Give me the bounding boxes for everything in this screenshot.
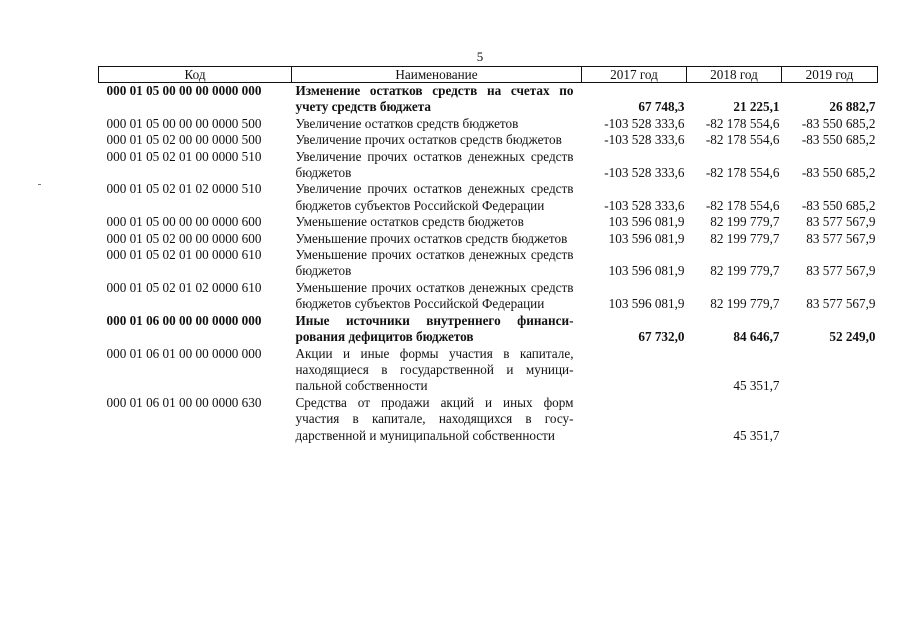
table-row <box>99 132 878 148</box>
table-row <box>99 280 878 313</box>
table-row <box>99 214 878 230</box>
cell-name: Уменьшение прочих остатков средств бюджетов <box>295 230 568 246</box>
cell-2018: -82 178 554,6 <box>705 115 780 131</box>
header-code: Код <box>99 67 292 83</box>
cell-2019: 83 577 567,9 <box>806 263 876 279</box>
cell-2017: -103 528 333,6 <box>604 115 685 131</box>
cell-name: Увеличение остатков средств бюджетов <box>295 115 519 131</box>
cell-2017: -103 528 333,6 <box>604 132 685 148</box>
cell-name: Уменьшение прочих остатков денежных средств бюджетов субъектов Российской Федерации <box>295 279 574 312</box>
cell-code: 000 01 05 00 00 00 0000 000 <box>106 83 262 98</box>
cell-name: Изменение остатков средств на счетах по учету средств бюджета <box>295 83 574 115</box>
cell-code: 000 01 05 00 00 00 0000 500 <box>106 115 262 131</box>
cell-2018: 82 199 779,7 <box>710 230 780 246</box>
cell-2017: -103 528 333,6 <box>604 197 685 213</box>
cell-name: Увеличение прочих остатков средств бюджетов <box>295 132 562 148</box>
cell-code: 000 01 06 00 00 00 0000 000 <box>106 312 262 328</box>
cell-2018: 82 199 779,7 <box>710 296 780 312</box>
cell-2018: -82 178 554,6 <box>705 132 780 148</box>
table-row <box>99 149 878 182</box>
cell-2018: -82 178 554,6 <box>705 197 780 213</box>
cell-2019 <box>782 346 878 395</box>
cell-2019: 83 577 567,9 <box>806 296 876 312</box>
cell-2019: 52 249,0 <box>829 329 876 345</box>
cell-2018: 45 351,7 <box>733 427 780 443</box>
budget-sources-table <box>98 66 878 444</box>
cell-name: Иные источники внутреннего финансирования дефицитов бюджетов <box>295 312 574 345</box>
header-name: Наименование <box>292 67 582 83</box>
cell-2017: 103 596 081,9 <box>608 263 685 279</box>
table-row <box>99 231 878 247</box>
table-row <box>99 181 878 214</box>
table-row <box>99 247 878 280</box>
cell-name: Увеличение прочих остатков денежных средств бюджетов <box>295 148 574 181</box>
cell-name: Средства от продажи акций и иных форм участия в капитале, находящихся в государственной и муниципальной собственности <box>295 394 574 443</box>
cell-name: Акции и иные формы участия в капитале, находящиеся в государственной и муниципальной собственности <box>295 345 574 394</box>
cell-2017: 103 596 081,9 <box>608 214 685 230</box>
cell-2019: -83 550 685,2 <box>801 165 876 181</box>
table-row <box>99 116 878 132</box>
header-2017: 2017 год <box>582 67 687 83</box>
cell-2018: 82 199 779,7 <box>710 214 780 230</box>
header-2019: 2019 год <box>782 67 878 83</box>
cell-2018: 21 225,1 <box>733 99 780 115</box>
table-row <box>99 83 878 116</box>
cell-2019: 26 882,7 <box>829 99 876 115</box>
header-row <box>99 67 878 83</box>
cell-name: Уменьшение остатков средств бюджетов <box>295 214 524 230</box>
table-header <box>99 67 878 83</box>
cell-2017: 103 596 081,9 <box>608 230 685 246</box>
cell-name: Уменьшение прочих остатков денежных средств бюджетов <box>295 247 574 279</box>
cell-2017 <box>582 395 687 444</box>
scan-speck <box>38 184 41 185</box>
cell-code: 000 01 05 02 01 02 0000 610 <box>106 279 262 295</box>
cell-code: 000 01 06 01 00 00 0000 000 <box>106 345 262 361</box>
cell-2019: 83 577 567,9 <box>806 230 876 246</box>
page-number: 5 <box>476 49 484 64</box>
table-body <box>99 83 878 444</box>
cell-2018: -82 178 554,6 <box>705 165 780 181</box>
cell-2019: -83 550 685,2 <box>801 132 876 148</box>
table-row <box>99 346 878 395</box>
cell-2019: -83 550 685,2 <box>801 197 876 213</box>
cell-2017: 103 596 081,9 <box>608 296 685 312</box>
cell-code: 000 01 05 02 01 02 0000 510 <box>106 181 262 197</box>
cell-2018: 84 646,7 <box>733 329 780 345</box>
cell-2017: 67 732,0 <box>638 329 685 345</box>
cell-code: 000 01 05 02 01 00 0000 510 <box>106 148 262 164</box>
header-2018: 2018 год <box>687 67 782 83</box>
table-row <box>99 395 878 444</box>
cell-2017: 67 748,3 <box>638 99 685 115</box>
cell-2019: -83 550 685,2 <box>801 115 876 131</box>
table-row <box>99 313 878 346</box>
cell-2019: 83 577 567,9 <box>806 214 876 230</box>
cell-2017: -103 528 333,6 <box>604 165 685 181</box>
cell-code: 000 01 05 02 00 00 0000 600 <box>106 230 262 246</box>
cell-2018: 82 199 779,7 <box>710 263 780 279</box>
cell-2017 <box>582 346 687 395</box>
cell-code: 000 01 05 00 00 00 0000 600 <box>106 214 262 230</box>
cell-code: 000 01 06 01 00 00 0000 630 <box>106 394 262 410</box>
cell-code: 000 01 05 02 00 00 0000 500 <box>106 132 262 148</box>
cell-name: Увеличение прочих остатков денежных средств бюджетов субъектов Российской Федерации <box>295 181 574 213</box>
cell-2019 <box>782 395 878 444</box>
cell-2018: 45 351,7 <box>733 378 780 394</box>
cell-code: 000 01 05 02 01 00 0000 610 <box>106 247 262 263</box>
